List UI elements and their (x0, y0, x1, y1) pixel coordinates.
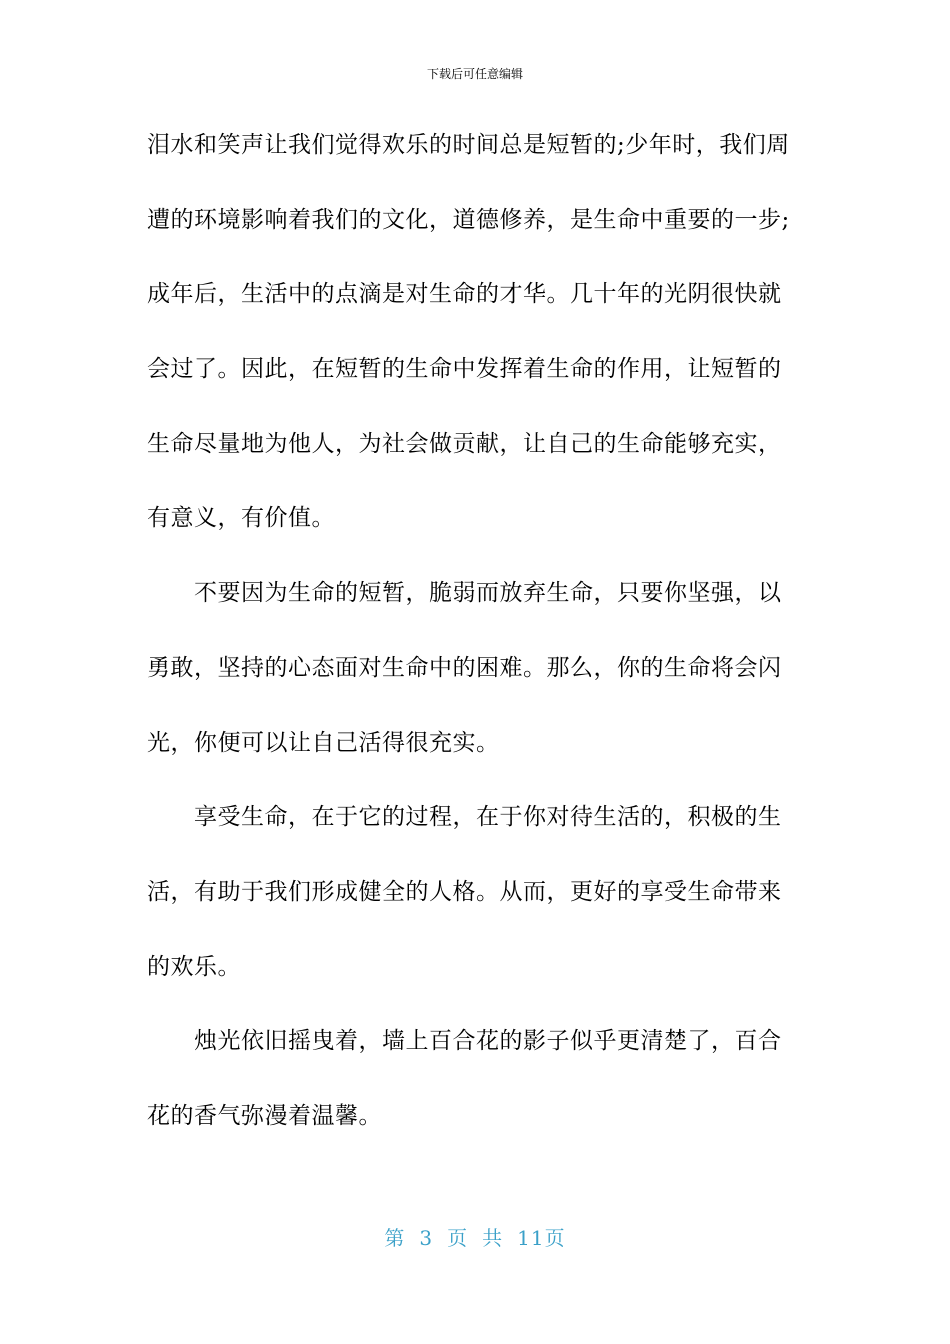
text-line: 勇敢，坚持的心态面对生命中的困难。那么，你的生命将会闪 (147, 654, 782, 681)
document-body (147, 120, 807, 1166)
page-footer (0, 1224, 950, 1252)
paragraph-first-line: 享受生命，在于它的过程，在于你对待生活的，积极的生 (194, 804, 782, 831)
text-line: 花的香气弥漫着温馨。 (147, 1102, 382, 1129)
text-line: 泪水和笑声让我们觉得欢乐的时间总是短暂的;少年时，我们周 (147, 132, 790, 158)
footer-total-pages: 11页 (517, 1226, 566, 1250)
footer-total-label: 共 (482, 1226, 504, 1250)
paragraph-first-line: 烛光依旧摇曳着，墙上百合花的影子似乎更清楚了，百合 (194, 1028, 782, 1055)
text-line: 会过了。因此，在短暂的生命中发挥着生命的作用，让短暂的 (147, 356, 782, 383)
text-line: 生命尽量地为他人，为社会做贡献，让自己的生命能够充实， (147, 430, 782, 457)
footer-page-prefix: 第 (384, 1226, 406, 1250)
text-line: 有意义，有价值。 (147, 505, 335, 532)
paragraph-first-line: 不要因为生命的短暂，脆弱而放弃生命，只要你坚强，以 (194, 580, 782, 607)
page-header: 下载后可任意编辑 (426, 67, 523, 81)
text-line: 成年后，生活中的点滴是对生命的才华。几十年的光阴很快就 (147, 281, 782, 308)
text-line: 活，有助于我们形成健全的人格。从而，更好的享受生命带来 (147, 878, 782, 905)
footer-current-page: 3 (419, 1226, 434, 1250)
footer-page-mid: 页 (447, 1226, 469, 1250)
text-line: 遭的环境影响着我们的文化，道德修养，是生命中重要的一步; (147, 206, 790, 233)
text-line: 的欢乐。 (147, 953, 241, 980)
text-line: 光，你便可以让自己活得很充实。 (147, 729, 500, 756)
